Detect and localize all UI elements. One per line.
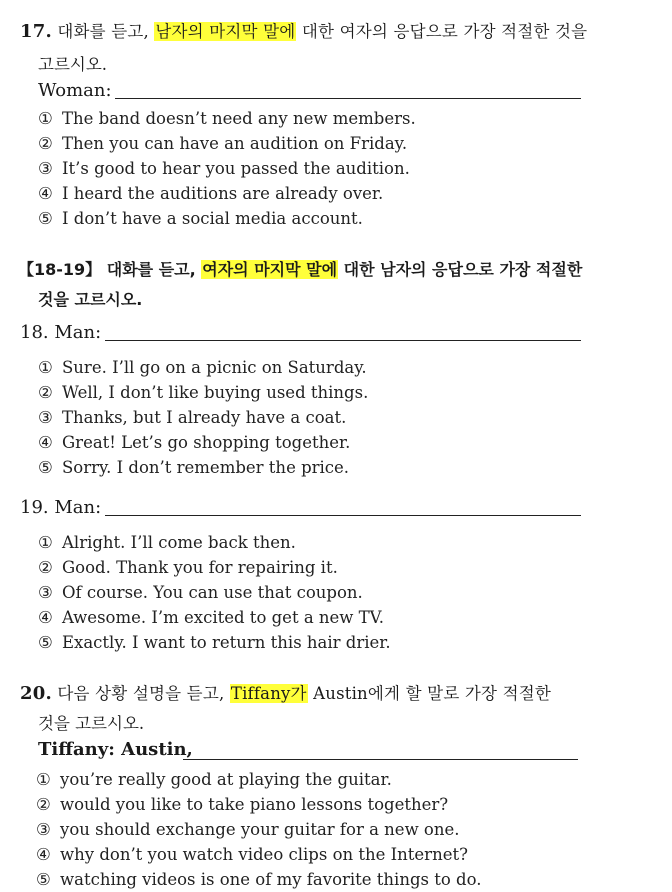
prompt-text: 대한 여자의 응답으로 가장 적절한 것을 [296,22,588,41]
option-text: I heard the auditions are already over. [62,184,384,203]
option-text: Great! Let’s go shopping together. [62,433,351,452]
option-text: Of course. You can use that coupon. [62,583,363,602]
section-header [18,257,582,280]
question-number: 18. [20,322,49,343]
option-1[interactable] [36,770,392,789]
prompt-text: 대화를 듣고, [57,22,155,41]
response-speaker: Man: [54,497,102,518]
option-mark: ② [36,795,51,814]
option-1[interactable] [38,109,416,128]
question-20-prompt [20,680,551,704]
question-number: 20. [20,683,52,704]
option-text: Awesome. I’m excited to get a new TV. [62,608,384,627]
question-number: 17. [20,21,52,42]
section-label: 【18-19】 [18,260,102,279]
option-mark: ④ [38,608,53,627]
option-4[interactable] [36,845,468,864]
option-mark: ④ [38,433,53,452]
response-speaker [38,739,193,760]
option-text: I don’t have a social media account. [62,209,363,228]
option-1[interactable] [38,533,296,552]
option-mark: ① [36,770,51,789]
option-mark: ⑤ [38,458,53,477]
option-5[interactable] [38,633,391,652]
option-mark: ④ [38,184,53,203]
option-2[interactable] [38,383,368,402]
option-text: why don’t you watch video clips on the Internet? [60,845,468,864]
option-text: would you like to take piano lessons together? [60,795,449,814]
question-19-prompt [20,497,101,518]
option-mark: ③ [36,820,51,839]
option-mark: ① [38,109,53,128]
option-mark: ① [38,533,53,552]
option-3[interactable] [36,820,460,839]
option-text: Thanks, but I already have a coat. [62,408,347,427]
option-3[interactable] [38,159,410,178]
prompt-line-2: 것을 고르시오. [38,714,145,733]
highlighted-phrase: 여자의 마지막 말에 [202,260,338,279]
option-mark: ① [38,358,53,377]
highlighted-phrase: 남자의 마지막 말에 [155,22,296,41]
question-17-prompt [20,18,587,42]
option-mark: ③ [38,408,53,427]
option-text: Then you can have an audition on Friday. [62,134,408,153]
option-text: Good. Thank you for repairing it. [62,558,338,577]
speaker-label: Tiffany: Austin, [38,739,193,760]
section-text: 대화를 듣고, [101,260,202,279]
highlighted-phrase: Tiffany가 [230,684,307,703]
option-text: It’s good to hear you passed the audition. [62,159,410,178]
option-text: Sure. I’ll go on a picnic on Saturday. [62,358,367,377]
option-1[interactable] [38,358,367,377]
option-mark: ④ [36,845,51,864]
option-2[interactable] [36,795,448,814]
answer-blank[interactable] [105,340,581,341]
response-speaker: Woman: [38,80,112,101]
option-4[interactable] [38,184,383,203]
section-header-line-2: 것을 고르시오. [38,290,143,309]
answer-blank[interactable] [115,98,581,99]
option-3[interactable] [38,583,363,602]
prompt-line-2: 고르시오. [38,55,108,74]
prompt-text: 다음 상황 설명을 듣고, [57,684,230,703]
section-text: 대한 남자의 응답으로 가장 적절한 [338,260,583,279]
option-5[interactable] [38,458,349,477]
response-speaker: Man: [54,322,102,343]
option-mark: ⑤ [36,870,51,889]
option-text: watching videos is one of my favorite things to do. [60,870,482,889]
option-text: Alright. I’ll come back then. [62,533,296,552]
option-4[interactable] [38,608,384,627]
option-text: Sorry. I don’t remember the price. [62,458,350,477]
answer-blank[interactable] [105,515,581,516]
option-2[interactable] [38,134,407,153]
option-text: Well, I don’t like buying used things. [62,383,369,402]
option-text: The band doesn’t need any new members. [62,109,416,128]
answer-blank[interactable] [183,759,578,760]
option-text: you should exchange your guitar for a new one. [60,820,460,839]
option-5[interactable] [38,209,363,228]
option-mark: ⑤ [38,633,53,652]
option-mark: ② [38,134,53,153]
option-mark: ② [38,383,53,402]
option-2[interactable] [38,558,338,577]
option-4[interactable] [38,433,350,452]
option-text: Exactly. I want to return this hair drier. [62,633,391,652]
question-number: 19. [20,497,49,518]
option-text: you’re really good at playing the guitar. [60,770,392,789]
option-mark: ③ [38,583,53,602]
option-mark: ③ [38,159,53,178]
option-mark: ② [38,558,53,577]
option-mark: ⑤ [38,209,53,228]
prompt-text: Austin에게 할 말로 가장 적절한 [307,684,552,703]
option-5[interactable] [36,870,482,889]
question-18-prompt [20,322,101,343]
option-3[interactable] [38,408,346,427]
